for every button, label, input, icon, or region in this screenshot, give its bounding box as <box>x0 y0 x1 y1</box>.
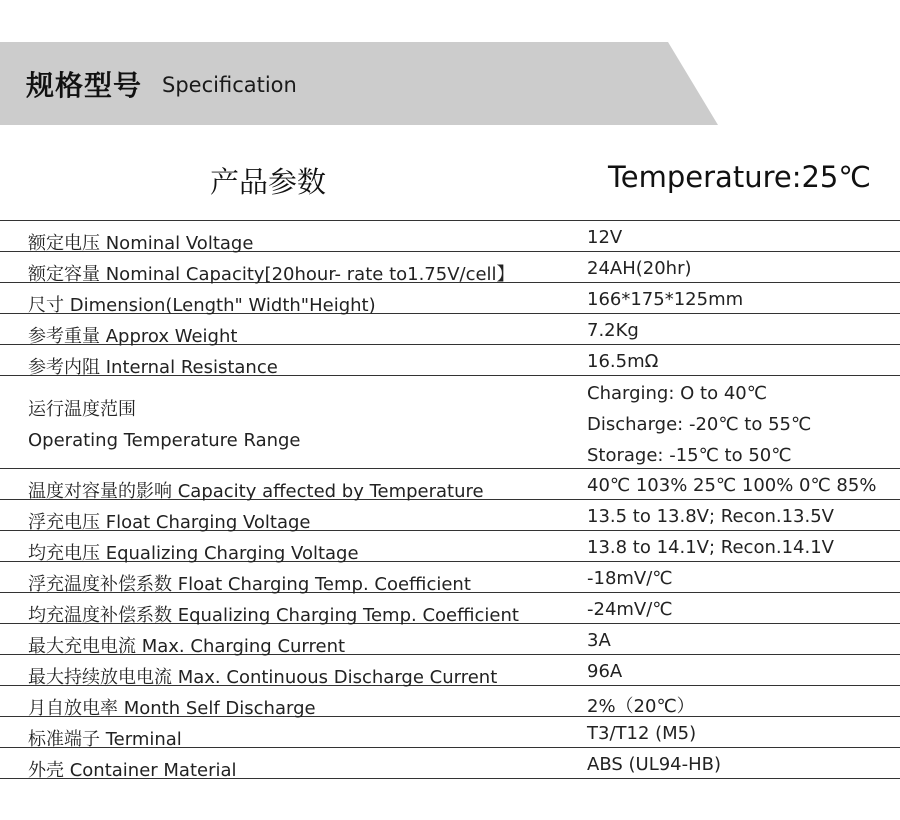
spec-param: 参考内阻 Internal Resistance <box>28 357 278 378</box>
spec-table <box>0 220 900 779</box>
spec-param: 温度对容量的影响 Capacity affected by Temperature <box>28 481 484 502</box>
spec-value: 13.8 to 14.1V; Recon.14.1V <box>587 537 834 558</box>
table-row <box>0 283 900 314</box>
spec-param: 参考重量 Approx Weight <box>28 326 238 347</box>
spec-value: ABS (UL94-HB) <box>587 754 722 775</box>
spec-value: 7.2Kg <box>587 320 639 341</box>
spec-value: 16.5mΩ <box>587 351 659 372</box>
column-header-temperature: Temperature:25℃ <box>608 160 871 194</box>
column-header-parameters: 产品参数 <box>210 165 327 199</box>
table-row <box>0 531 900 562</box>
operating-range-param-en: Operating Temperature Range <box>28 430 301 451</box>
operating-range-param-cn: 运行温度范围 <box>28 399 136 420</box>
table-row <box>0 624 900 655</box>
spec-value: 2%（20℃） <box>587 696 695 717</box>
spec-value: 166*175*125mm <box>587 289 744 310</box>
table-row-operating-range <box>0 376 900 469</box>
spec-param: 均充电压 Equalizing Charging Voltage <box>28 543 359 564</box>
operating-range-discharge: Discharge: -20℃ to 55℃ <box>587 414 812 435</box>
spec-param: 浮充温度补偿系数 Float Charging Temp. Coefficient <box>28 574 471 595</box>
table-row <box>0 655 900 686</box>
spec-value: 12V <box>587 227 623 248</box>
spec-value: 24AH(20hr) <box>587 258 692 279</box>
table-row <box>0 221 900 252</box>
table-row <box>0 748 900 779</box>
table-row <box>0 593 900 624</box>
header-title-en: Specification <box>162 73 297 97</box>
spec-value: T3/T12 (M5) <box>587 723 697 744</box>
spec-param: 浮充电压 Float Charging Voltage <box>28 512 311 533</box>
spec-param: 外壳 Container Material <box>28 760 237 781</box>
operating-range-values <box>587 378 811 471</box>
header-title-cn: 规格型号 <box>26 69 143 102</box>
spec-param: 尺寸 Dimension(Length" Width"Height) <box>28 295 376 316</box>
spec-param: 最大充电电流 Max. Charging Current <box>28 636 346 657</box>
spec-value: -24mV/℃ <box>587 599 673 620</box>
operating-range-storage: Storage: -15℃ to 50℃ <box>587 445 792 466</box>
spec-param: 额定电压 Nominal Voltage <box>28 233 254 254</box>
table-row <box>0 345 900 376</box>
table-row <box>0 500 900 531</box>
table-row <box>0 314 900 345</box>
spec-value: 13.5 to 13.8V; Recon.13.5V <box>587 506 834 527</box>
table-row <box>0 252 900 283</box>
spec-value: 40℃ 103% 25℃ 100% 0℃ 85% <box>587 475 877 496</box>
spec-param: 额定容量 Nominal Capacity[20hour- rate to1.75V/cell】 <box>28 264 515 285</box>
table-row <box>0 562 900 593</box>
spec-value: 96A <box>587 661 623 682</box>
spec-param: 标准端子 Terminal <box>28 729 182 750</box>
table-row <box>0 469 900 500</box>
table-row <box>0 686 900 717</box>
table-row <box>0 717 900 748</box>
spec-value: 3A <box>587 630 611 651</box>
operating-range-charging: Charging: O to 40℃ <box>587 383 767 404</box>
spec-value: -18mV/℃ <box>587 568 673 589</box>
spec-param: 均充温度补偿系数 Equalizing Charging Temp. Coefficient <box>28 605 519 626</box>
spec-param: 月自放电率 Month Self Discharge <box>28 698 316 719</box>
operating-range-param <box>28 394 301 456</box>
spec-param: 最大持续放电电流 Max. Continuous Discharge Current <box>28 667 498 688</box>
